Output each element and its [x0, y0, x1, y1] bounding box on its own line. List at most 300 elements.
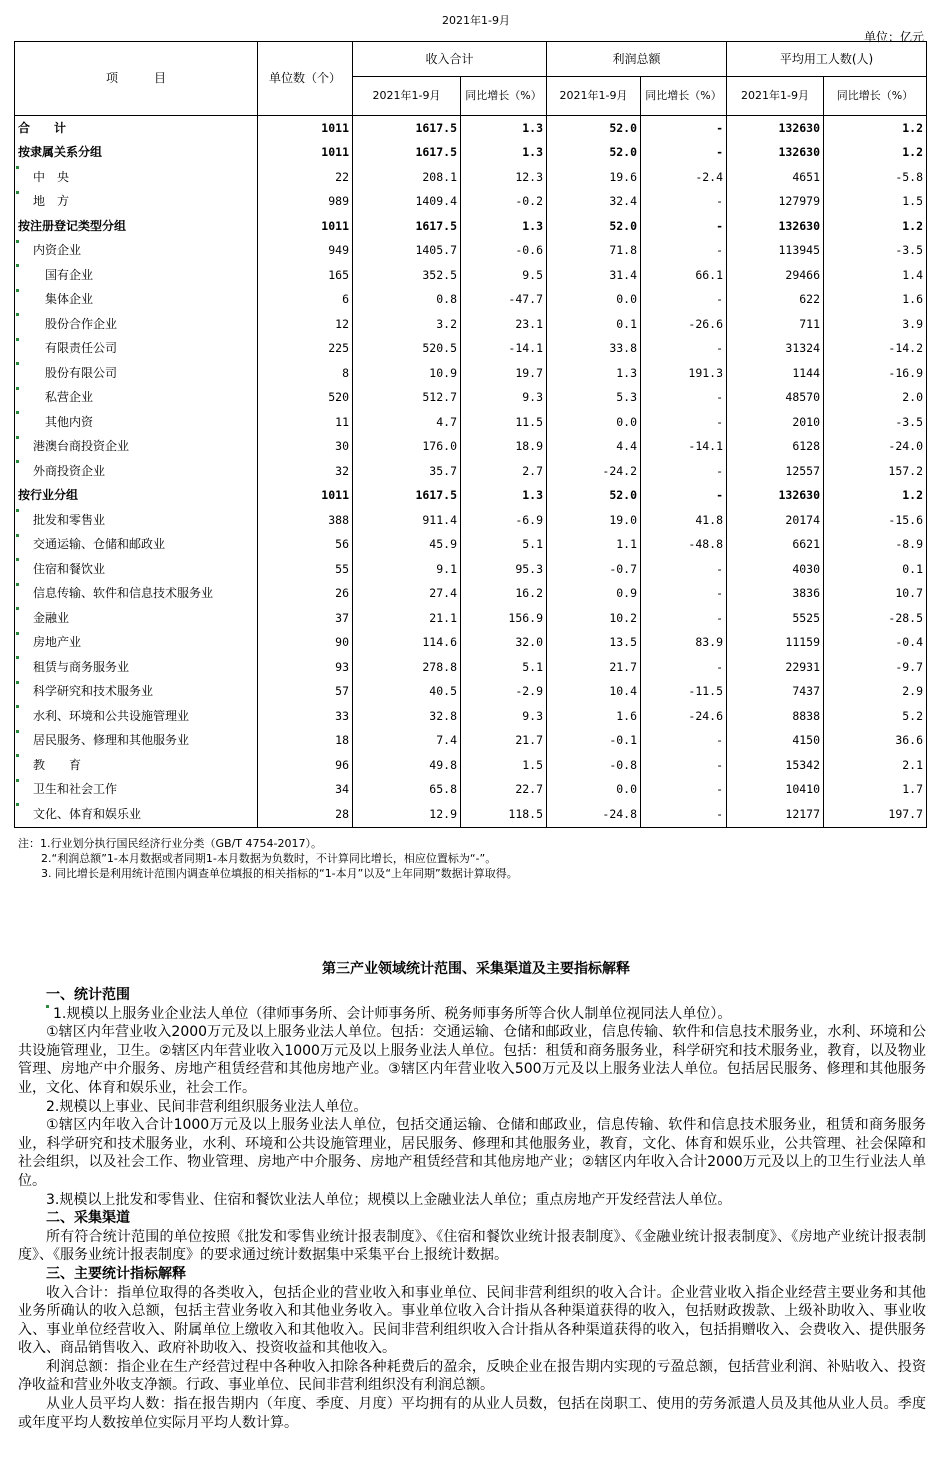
- note-line: 注：1.行业划分执行国民经济行业分类（GB/T 4754-2017）。: [18, 837, 322, 850]
- marker-icon: [16, 436, 19, 439]
- cell-count: 11: [258, 410, 353, 435]
- cell-rev-g: -14.1: [461, 337, 547, 362]
- cell-emp: 2010: [727, 410, 824, 435]
- cell-profit: 0.9: [547, 582, 641, 607]
- row-label-text: 国有企业: [45, 267, 94, 282]
- cell-count: 1011: [258, 214, 353, 239]
- cell-rev-g: 32.0: [461, 631, 547, 656]
- row-label-text: 住宿和餐饮业: [33, 561, 106, 576]
- cell-rev-g: 11.5: [461, 410, 547, 435]
- cell-rev-g: 12.3: [461, 165, 547, 190]
- cell-rev-g: 118.5: [461, 802, 547, 827]
- header-count: 单位数（个）: [258, 42, 353, 116]
- marker-icon: [16, 289, 19, 292]
- cell-emp: 5525: [727, 606, 824, 631]
- cell-emp-g: 2.0: [824, 386, 927, 411]
- cell-emp: 12557: [727, 459, 824, 484]
- cell-emp-g: 3.9: [824, 312, 927, 337]
- period-title: 2021年1-9月: [442, 14, 510, 27]
- cell-profit: 0.0: [547, 288, 641, 313]
- cell-count: 989: [258, 190, 353, 215]
- marker-icon: [16, 411, 19, 414]
- cell-count: 57: [258, 680, 353, 705]
- table-row: [15, 459, 927, 484]
- cell-profit: -24.8: [547, 802, 641, 827]
- cell-rev: 10.9: [353, 361, 461, 386]
- table-row: [15, 655, 927, 680]
- cell-emp: 3836: [727, 582, 824, 607]
- cell-count: 26: [258, 582, 353, 607]
- row-label: [15, 729, 258, 754]
- cell-emp-g: -8.9: [824, 533, 927, 558]
- cell-emp: 4651: [727, 165, 824, 190]
- statistics-table: [14, 41, 927, 828]
- cell-profit-g: 83.9: [641, 631, 727, 656]
- table-row: [15, 729, 927, 754]
- cell-profit: -0.7: [547, 557, 641, 582]
- cell-emp: 622: [727, 288, 824, 313]
- cell-profit-g: -: [641, 141, 727, 166]
- cell-rev-g: 18.9: [461, 435, 547, 460]
- cell-rev-g: 1.3: [461, 484, 547, 509]
- marker-icon: [16, 632, 19, 635]
- cell-rev-g: -0.2: [461, 190, 547, 215]
- cell-rev-g: 23.1: [461, 312, 547, 337]
- paragraph: 从业人员平均人数：指在报告期内（年度、季度、月度）平均拥有的从业人员数，包括在岗职工、使用的劳务派遣人员及其他从业人员。季度或年度平均人数按单位实际月平均人数计算。: [18, 1396, 926, 1431]
- cell-rev: 3.2: [353, 312, 461, 337]
- cell-count: 1011: [258, 141, 353, 166]
- cell-emp-g: 1.2: [824, 484, 927, 509]
- row-label: [15, 606, 258, 631]
- cell-emp: 6621: [727, 533, 824, 558]
- row-label: [15, 214, 258, 239]
- cell-emp-g: 1.2: [824, 116, 927, 141]
- row-label: [15, 239, 258, 264]
- cell-emp-g: 1.2: [824, 214, 927, 239]
- table-row: [15, 288, 927, 313]
- cell-rev: 1409.4: [353, 190, 461, 215]
- cell-profit: 5.3: [547, 386, 641, 411]
- row-label-text: 私营企业: [45, 390, 94, 405]
- cell-profit-g: 66.1: [641, 263, 727, 288]
- cell-rev-g: 1.5: [461, 753, 547, 778]
- cell-rev-g: 9.5: [461, 263, 547, 288]
- row-label-text: 合 计: [18, 120, 67, 135]
- row-label-text: 按注册登记类型分组: [18, 218, 127, 233]
- cell-emp-g: 10.7: [824, 582, 927, 607]
- cell-profit-g: -: [641, 214, 727, 239]
- cell-profit-g: -: [641, 606, 727, 631]
- marker-icon: [16, 509, 19, 512]
- cell-emp: 132630: [727, 141, 824, 166]
- cell-profit-g: -: [641, 337, 727, 362]
- cell-count: 1011: [258, 484, 353, 509]
- row-label: [15, 533, 258, 558]
- paragraph-text: 1.规模以上服务业企业法人单位（律师事务所、会计师事务所、税务师事务所等合伙人制单位视同法人单位）。: [53, 1005, 732, 1022]
- unit-label: 单位：亿元: [863, 30, 924, 44]
- cell-profit: 1.1: [547, 533, 641, 558]
- table-row: [15, 606, 927, 631]
- marker-icon: [16, 558, 19, 561]
- row-label-text: 股份有限公司: [45, 365, 118, 380]
- row-label: [15, 288, 258, 313]
- cell-profit-g: -: [641, 802, 727, 827]
- row-label-text: 按行业分组: [18, 488, 79, 503]
- cell-rev-g: -0.6: [461, 239, 547, 264]
- row-label-text: 地 方: [33, 194, 70, 209]
- cell-rev-g: 95.3: [461, 557, 547, 582]
- row-label-text: 内资企业: [33, 243, 82, 258]
- cell-emp: 22931: [727, 655, 824, 680]
- cell-rev: 40.5: [353, 680, 461, 705]
- table-row: [15, 533, 927, 558]
- cell-rev: 12.9: [353, 802, 461, 827]
- cell-count: 388: [258, 508, 353, 533]
- paragraph: 2.规模以上事业、民间非营利组织服务业法人单位。: [46, 1098, 368, 1115]
- table-row: [15, 753, 927, 778]
- row-label: [15, 631, 258, 656]
- cell-rev-g: 5.1: [461, 655, 547, 680]
- cell-rev: 35.7: [353, 459, 461, 484]
- header-growth: 同比增长（%）: [641, 77, 727, 116]
- table-row: [15, 190, 927, 215]
- cell-count: 96: [258, 753, 353, 778]
- row-label: [15, 778, 258, 803]
- heading-scope: 一、统计范围: [46, 987, 130, 1003]
- note-line: 3. 同比增长是利用统计范围内调查单位填报的相关指标的“1-本月”以及“上年同期”数据计算取得。: [41, 867, 518, 880]
- cell-count: 55: [258, 557, 353, 582]
- cell-emp: 132630: [727, 116, 824, 141]
- row-label-text: 有限责任公司: [45, 341, 118, 356]
- cell-profit: 52.0: [547, 484, 641, 509]
- row-label-text: 居民服务、修理和其他服务业: [33, 733, 190, 748]
- cell-emp-g: -15.6: [824, 508, 927, 533]
- table-row: [15, 165, 927, 190]
- cell-count: 90: [258, 631, 353, 656]
- cell-rev: 1617.5: [353, 141, 461, 166]
- table-row: [15, 680, 927, 705]
- marker-icon: [16, 705, 19, 708]
- cell-profit: 71.8: [547, 239, 641, 264]
- cell-rev-g: 5.1: [461, 533, 547, 558]
- table-row: [15, 386, 927, 411]
- cell-rev: 114.6: [353, 631, 461, 656]
- marker-icon: [16, 803, 19, 806]
- cell-rev: 1405.7: [353, 239, 461, 264]
- cell-emp-g: 1.5: [824, 190, 927, 215]
- cell-profit-g: -: [641, 239, 727, 264]
- marker-icon: [16, 191, 19, 194]
- row-label-text: 信息传输、软件和信息技术服务业: [33, 586, 214, 601]
- marker-icon: [46, 1005, 49, 1008]
- cell-count: 1011: [258, 116, 353, 141]
- cell-profit: 21.7: [547, 655, 641, 680]
- cell-emp: 12177: [727, 802, 824, 827]
- cell-emp-g: 2.9: [824, 680, 927, 705]
- cell-emp-g: 36.6: [824, 729, 927, 754]
- row-label: [15, 361, 258, 386]
- table-row: [15, 508, 927, 533]
- cell-profit: 10.4: [547, 680, 641, 705]
- cell-rev: 4.7: [353, 410, 461, 435]
- cell-rev-g: 21.7: [461, 729, 547, 754]
- cell-emp: 29466: [727, 263, 824, 288]
- row-label: [15, 312, 258, 337]
- cell-profit-g: -: [641, 116, 727, 141]
- row-label-text: 科学研究和技术服务业: [33, 684, 154, 699]
- row-label-text: 其他内资: [45, 414, 94, 429]
- cell-profit: 1.6: [547, 704, 641, 729]
- cell-emp-g: 1.7: [824, 778, 927, 803]
- cell-emp: 8838: [727, 704, 824, 729]
- cell-rev: 278.8: [353, 655, 461, 680]
- cell-rev: 1617.5: [353, 214, 461, 239]
- header-item: 项 目: [15, 42, 258, 116]
- row-label: [15, 190, 258, 215]
- cell-profit-g: 191.3: [641, 361, 727, 386]
- marker-icon: [16, 166, 19, 169]
- cell-profit-g: -: [641, 729, 727, 754]
- cell-profit-g: -: [641, 484, 727, 509]
- cell-rev-g: 16.2: [461, 582, 547, 607]
- cell-emp-g: 197.7: [824, 802, 927, 827]
- row-label-text: 港澳台商投资企业: [33, 439, 130, 454]
- cell-emp-g: 1.6: [824, 288, 927, 313]
- table-row: [15, 704, 927, 729]
- cell-rev: 520.5: [353, 337, 461, 362]
- marker-icon: [16, 534, 19, 537]
- marker-icon: [16, 779, 19, 782]
- row-label: [15, 337, 258, 362]
- row-label-text: 集体企业: [45, 292, 94, 307]
- cell-profit: -0.8: [547, 753, 641, 778]
- marker-icon: [16, 681, 19, 684]
- marker-icon: [16, 607, 19, 610]
- table-row: [15, 116, 927, 141]
- cell-profit: 0.0: [547, 410, 641, 435]
- row-label-text: 房地产业: [33, 635, 82, 650]
- cell-profit: 52.0: [547, 116, 641, 141]
- cell-emp: 48570: [727, 386, 824, 411]
- cell-rev: 49.8: [353, 753, 461, 778]
- heading-indicators: 三、主要统计指标解释: [46, 1265, 186, 1282]
- row-label: [15, 435, 258, 460]
- row-label-text: 股份合作企业: [45, 316, 118, 331]
- cell-count: 520: [258, 386, 353, 411]
- cell-count: 30: [258, 435, 353, 460]
- row-label: [15, 582, 258, 607]
- marker-icon: [16, 338, 19, 341]
- cell-profit-g: -: [641, 386, 727, 411]
- row-label-text: 文化、体育和娱乐业: [33, 806, 142, 821]
- header-revenue: 收入合计: [353, 42, 547, 77]
- cell-count: 34: [258, 778, 353, 803]
- cell-emp-g: 5.2: [824, 704, 927, 729]
- marker-icon: [16, 754, 19, 757]
- heading-channel: 二、采集渠道: [46, 1210, 130, 1227]
- section-title: 第三产业领域统计范围、采集渠道及主要指标解释: [322, 961, 630, 977]
- cell-profit: 0.0: [547, 778, 641, 803]
- cell-rev-g: -6.9: [461, 508, 547, 533]
- row-label: [15, 410, 258, 435]
- cell-count: 18: [258, 729, 353, 754]
- cell-rev: 1617.5: [353, 116, 461, 141]
- marker-icon: [16, 460, 19, 463]
- table-row: [15, 239, 927, 264]
- cell-profit: 13.5: [547, 631, 641, 656]
- header-period: 2021年1-9月: [353, 77, 461, 116]
- cell-emp: 15342: [727, 753, 824, 778]
- explanation-body: [18, 986, 926, 1432]
- marker-icon: [16, 240, 19, 243]
- cell-profit-g: -14.1: [641, 435, 727, 460]
- cell-emp-g: 157.2: [824, 459, 927, 484]
- header-growth: 同比增长（%）: [824, 77, 927, 116]
- cell-profit-g: -: [641, 410, 727, 435]
- table-row: [15, 557, 927, 582]
- row-label-text: 按隶属关系分组: [18, 145, 103, 160]
- row-label: [15, 508, 258, 533]
- cell-emp-g: -3.5: [824, 239, 927, 264]
- row-label-text: 批发和零售业: [33, 512, 106, 527]
- cell-rev: 21.1: [353, 606, 461, 631]
- cell-emp: 132630: [727, 484, 824, 509]
- cell-emp-g: 0.1: [824, 557, 927, 582]
- cell-emp: 31324: [727, 337, 824, 362]
- cell-profit-g: -11.5: [641, 680, 727, 705]
- table-row: [15, 435, 927, 460]
- cell-profit-g: -: [641, 557, 727, 582]
- paragraph: 收入合计：指单位取得的各类收入，包括企业的营业收入和事业单位、民间非营利组织的收入合计。企业营业收入指企业经营主要业务和其他业务所确认的收入总额，包括主营业务收入和其他业务收入。事业单位收入合计指从各种渠道获得的收入，包括财政拨款、上级补助收入、事业收入、事业单位经营收入、附属单位上缴收入和其他收入。民间非营利组织收入合计指从各种渠道获得的收入，包括捐赠收入、会费收入、提供服务收入、商品销售收入、政府补助收入、投资收益和其他收入。: [18, 1284, 926, 1357]
- cell-rev-g: 9.3: [461, 386, 547, 411]
- cell-emp: 6128: [727, 435, 824, 460]
- row-label: [15, 165, 258, 190]
- cell-profit-g: -: [641, 582, 727, 607]
- cell-rev-g: 22.7: [461, 778, 547, 803]
- cell-profit: 4.4: [547, 435, 641, 460]
- row-label: [15, 704, 258, 729]
- marker-icon: [16, 264, 19, 267]
- cell-emp-g: -24.0: [824, 435, 927, 460]
- cell-count: 37: [258, 606, 353, 631]
- row-label: [15, 655, 258, 680]
- table-row: [15, 802, 927, 827]
- cell-rev: 0.8: [353, 288, 461, 313]
- row-label-text: 卫生和社会工作: [33, 782, 118, 797]
- table-row: [15, 361, 927, 386]
- cell-emp: 11159: [727, 631, 824, 656]
- cell-rev: 7.4: [353, 729, 461, 754]
- cell-emp-g: -16.9: [824, 361, 927, 386]
- cell-count: 225: [258, 337, 353, 362]
- cell-emp: 7437: [727, 680, 824, 705]
- cell-profit-g: -48.8: [641, 533, 727, 558]
- paragraph: 3.规模以上批发和零售业、住宿和餐饮业法人单位；规模以上金融业法人单位；重点房地产开发经营法人单位。: [46, 1191, 732, 1208]
- paragraph: ①辖区内年营业收入2000万元及以上服务业法人单位。包括：交通运输、仓储和邮政业，信息传输、软件和信息技术服务业，水利、环境和公共设施管理业，卫生。②辖区内年营业收入1000万元及以上服务业法人单位。包括：租赁和商务服务业，科学研究和技术服务业，教育，以及物业管理、房地产中介服务、房地产租赁经营和其他房地产业。③辖区内年营业收入500万元及以上服务业法人单位。包括居民服务、修理和其他服务业，文化、体育和娱乐业，社会工作。: [18, 1024, 926, 1096]
- row-label: [15, 141, 258, 166]
- header-profit: 利润总额: [547, 42, 727, 77]
- paragraph: 利润总额：指企业在生产经营过程中各种收入扣除各种耗费后的盈余，反映企业在报告期内实现的亏盈总额，包括营业利润、补贴收入、投资净收益和营业外收支净额。行政、事业单位、民间非营利组织没有利润总额。: [18, 1358, 926, 1394]
- cell-profit: -0.1: [547, 729, 641, 754]
- cell-rev-g: 19.7: [461, 361, 547, 386]
- cell-rev-g: 1.3: [461, 214, 547, 239]
- paragraph: ①辖区内年收入合计1000万元及以上服务业法人单位，包括交通运输、仓储和邮政业，信息传输、软件和信息技术服务业，租赁和商务服务业，科学研究和技术服务业，水利、环境和公共设施管理业，居民服务、修理和其他服务业，教育，文化、体育和娱乐业，公共管理、社会保障和社会组织，以及社会工作、物业管理、房地产中介服务、房地产租赁经营和其他房地产业；②辖区内年收入合计2000万元及以上的卫生行业法人单位。: [18, 1117, 926, 1189]
- cell-rev-g: 1.3: [461, 116, 547, 141]
- cell-rev: 208.1: [353, 165, 461, 190]
- row-label-text: 交通运输、仓储和邮政业: [33, 537, 166, 552]
- cell-rev-g: -2.9: [461, 680, 547, 705]
- cell-rev: 65.8: [353, 778, 461, 803]
- cell-profit: 0.1: [547, 312, 641, 337]
- cell-emp-g: -3.5: [824, 410, 927, 435]
- table-body: [15, 116, 927, 828]
- row-label-text: 水利、环境和公共设施管理业: [33, 708, 190, 723]
- paragraph: [18, 1005, 926, 1024]
- cell-rev: 45.9: [353, 533, 461, 558]
- table-row: [15, 214, 927, 239]
- row-label-text: 租赁与商务服务业: [33, 659, 130, 674]
- cell-profit-g: -24.6: [641, 704, 727, 729]
- cell-emp: 4150: [727, 729, 824, 754]
- cell-rev: 32.8: [353, 704, 461, 729]
- row-label: [15, 557, 258, 582]
- cell-emp-g: 1.4: [824, 263, 927, 288]
- cell-count: 949: [258, 239, 353, 264]
- row-label: [15, 263, 258, 288]
- cell-rev-g: 9.3: [461, 704, 547, 729]
- marker-icon: [16, 362, 19, 365]
- cell-emp: 127979: [727, 190, 824, 215]
- cell-count: 8: [258, 361, 353, 386]
- cell-profit-g: -26.6: [641, 312, 727, 337]
- cell-profit-g: -: [641, 190, 727, 215]
- cell-profit: -24.2: [547, 459, 641, 484]
- cell-count: 6: [258, 288, 353, 313]
- cell-profit-g: -: [641, 459, 727, 484]
- cell-profit: 33.8: [547, 337, 641, 362]
- row-label-text: 中 央: [33, 169, 70, 184]
- marker-icon: [16, 656, 19, 659]
- header-growth: 同比增长（%）: [461, 77, 547, 116]
- cell-count: 56: [258, 533, 353, 558]
- cell-profit: 10.2: [547, 606, 641, 631]
- table-row: [15, 631, 927, 656]
- cell-emp: 4030: [727, 557, 824, 582]
- row-label: [15, 459, 258, 484]
- cell-emp: 20174: [727, 508, 824, 533]
- table-row: [15, 263, 927, 288]
- cell-profit-g: 41.8: [641, 508, 727, 533]
- cell-count: 12: [258, 312, 353, 337]
- row-label: [15, 753, 258, 778]
- cell-count: 93: [258, 655, 353, 680]
- cell-profit: 52.0: [547, 141, 641, 166]
- cell-profit-g: -: [641, 778, 727, 803]
- table-notes: [18, 836, 518, 881]
- cell-profit-g: -2.4: [641, 165, 727, 190]
- row-label: [15, 802, 258, 827]
- cell-profit-g: -: [641, 655, 727, 680]
- marker-icon: [16, 730, 19, 733]
- cell-emp: 10410: [727, 778, 824, 803]
- cell-rev: 512.7: [353, 386, 461, 411]
- cell-emp: 113945: [727, 239, 824, 264]
- cell-count: 32: [258, 459, 353, 484]
- table-row: [15, 410, 927, 435]
- cell-count: 28: [258, 802, 353, 827]
- row-label-text: 教 育: [33, 757, 82, 772]
- cell-count: 165: [258, 263, 353, 288]
